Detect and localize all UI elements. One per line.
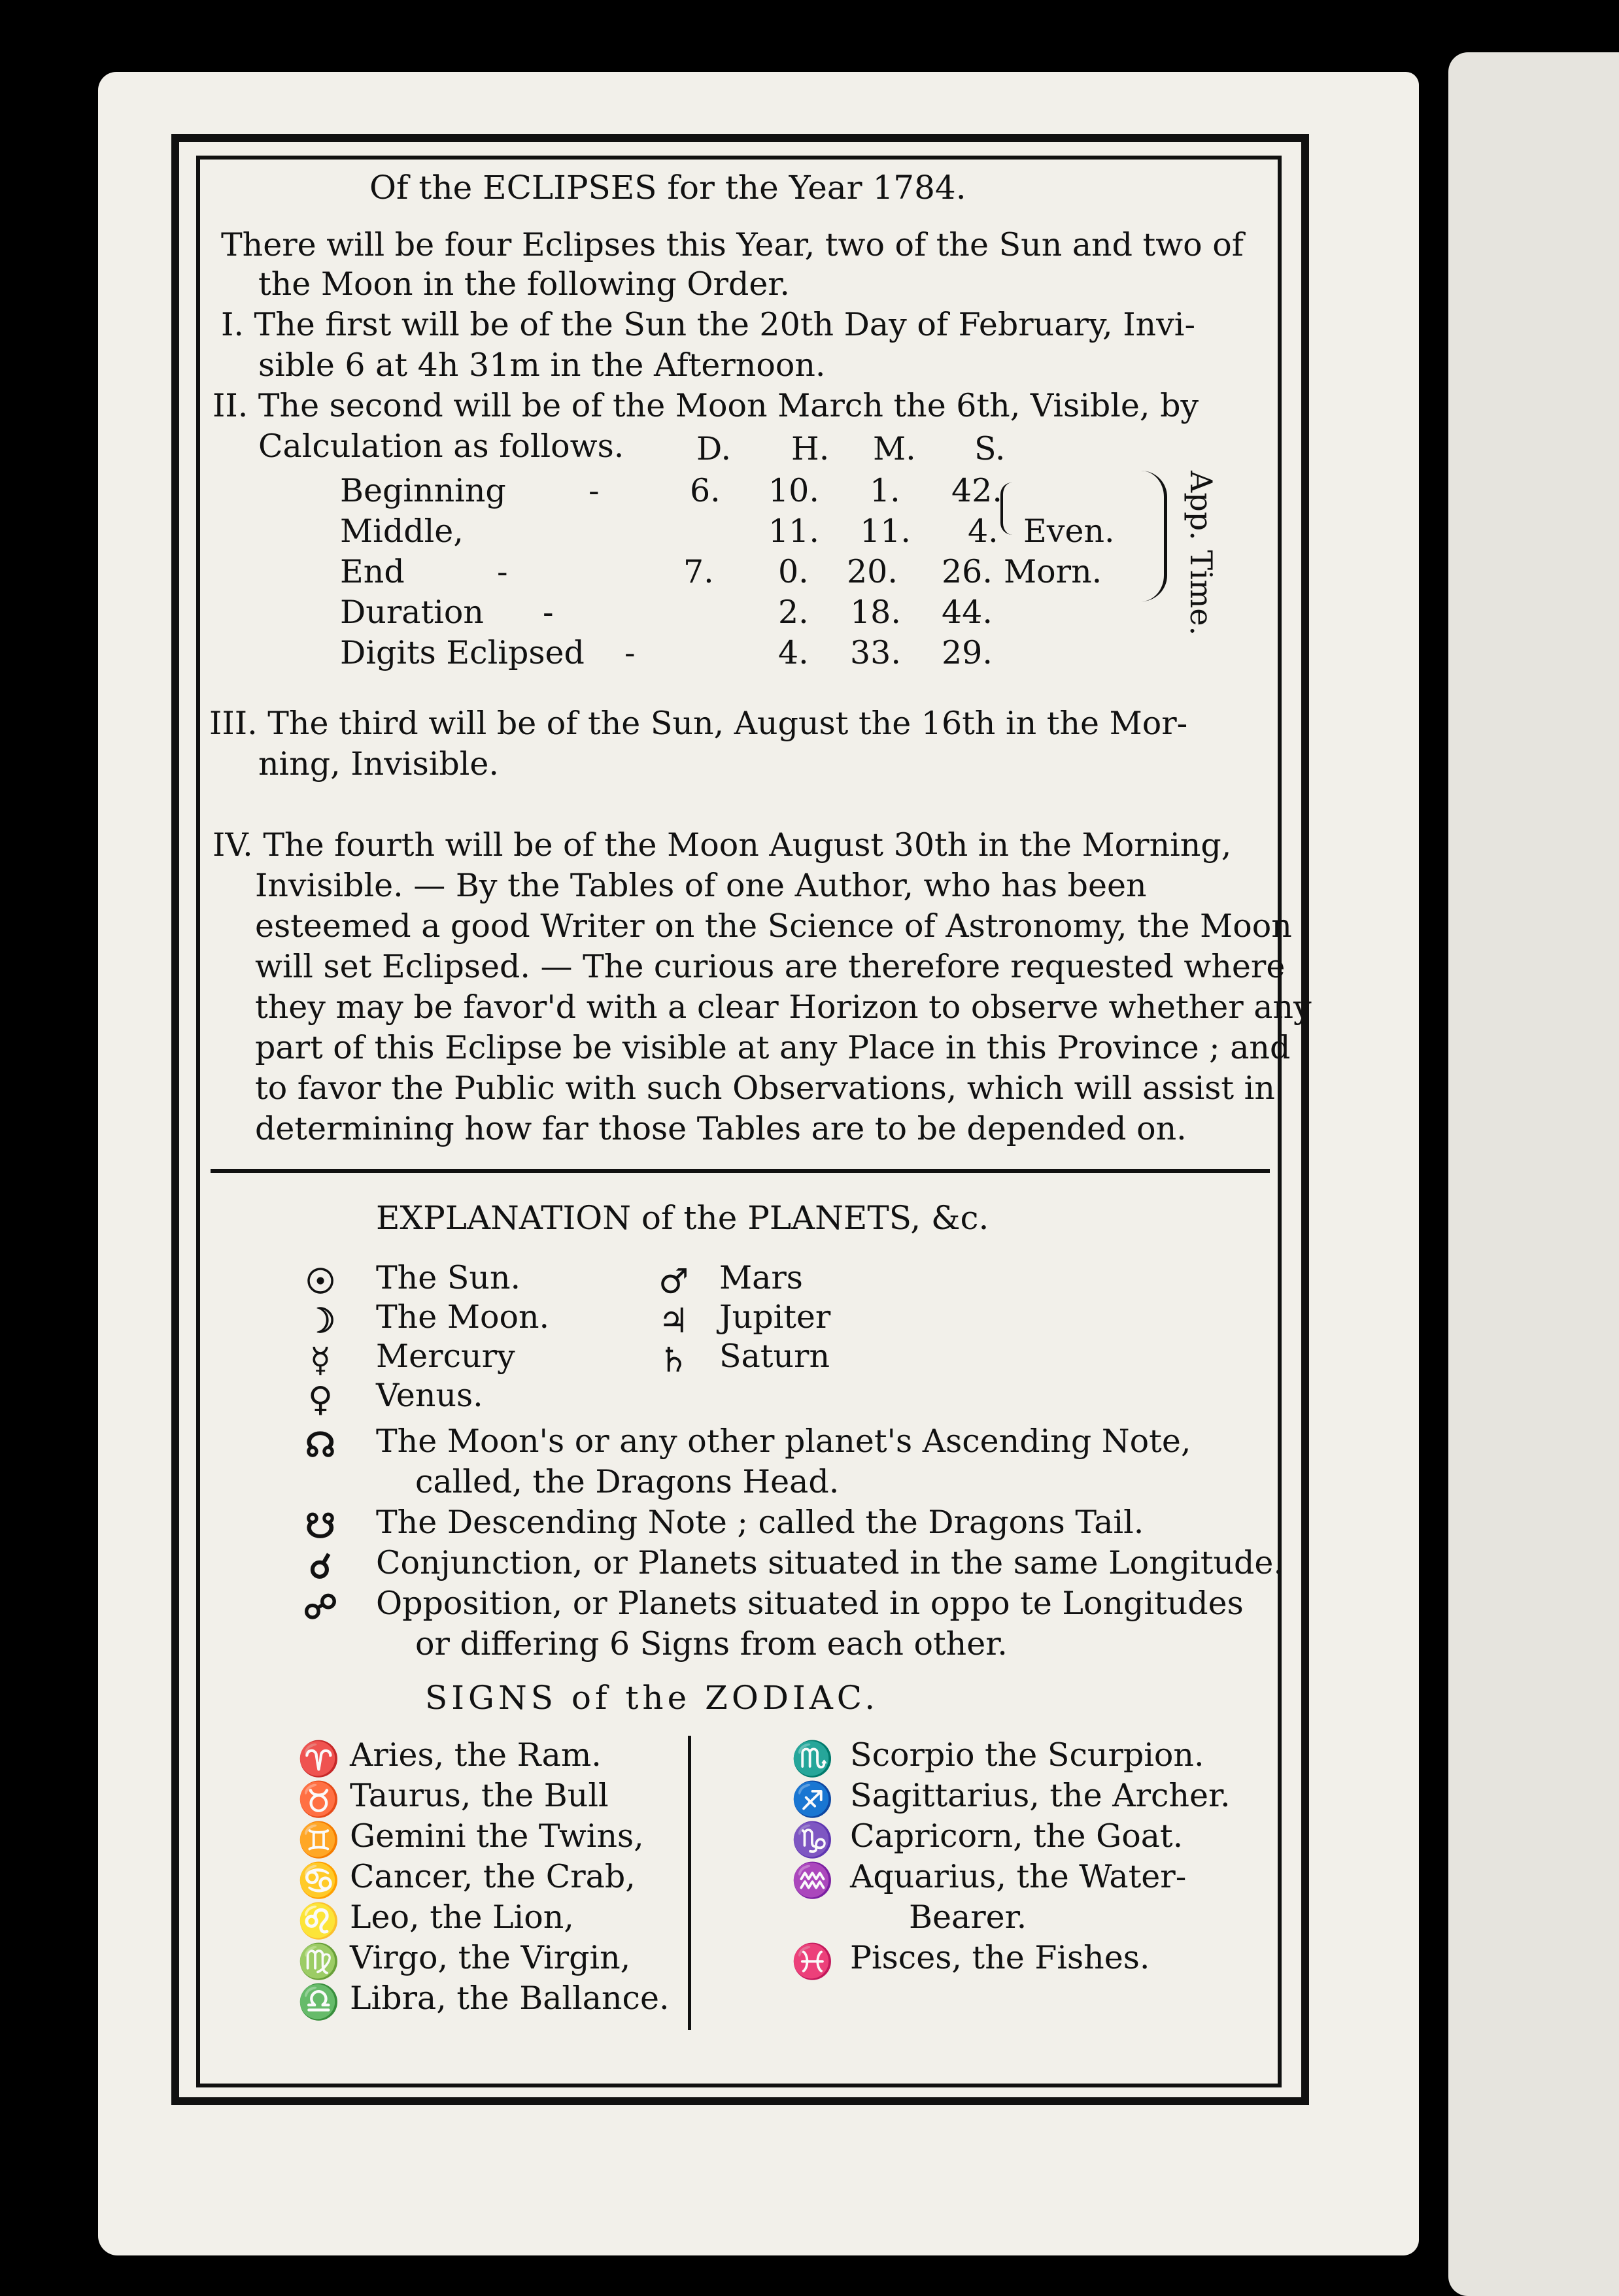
venus-symbol-icon: ♀ xyxy=(307,1379,333,1419)
cancer-icon: ♋ xyxy=(298,1861,340,1900)
sign-name: Capricorn, the Goat. xyxy=(850,1817,1184,1855)
row-s: 26. xyxy=(942,553,993,590)
jupiter-symbol-icon: ♃ xyxy=(658,1301,689,1341)
row-label: Middle, xyxy=(340,513,464,550)
row-h: 10. xyxy=(768,472,819,509)
sign-name: Libra, the Ballance. xyxy=(350,1980,670,2017)
facing-page-edge xyxy=(1448,52,1619,2296)
gemini-icon: ♊ xyxy=(298,1820,340,1860)
sign-name: Aquarius, the Water- xyxy=(850,1858,1187,1895)
row-extra: 44. xyxy=(942,594,993,631)
pisces-icon: ♓ xyxy=(791,1942,834,1982)
row-s: 33. xyxy=(850,634,901,671)
row-m: 11. xyxy=(860,513,911,550)
row-d: 6. xyxy=(690,472,721,509)
row-d: 7. xyxy=(683,553,714,590)
virgo-icon: ♍ xyxy=(298,1942,340,1982)
eclipses-intro-line-1: There will be four Eclipses this Year, two of the Sun and two of xyxy=(221,226,1244,263)
eclipse-item-4-line-2: Invisible. — By the Tables of one Author, who has been xyxy=(255,867,1147,904)
descending-node-icon: ☋ xyxy=(305,1506,336,1546)
note-line: The Moon's or any other planet's Ascending Note, xyxy=(376,1423,1191,1460)
mars-symbol-icon: ♂ xyxy=(658,1262,689,1302)
sign-name: Taurus, the Bull xyxy=(350,1777,609,1814)
note-line: Conjunction, or Planets situated in the same Longitude. xyxy=(376,1544,1284,1581)
eclipse-item-4-line-1: IV. The fourth will be of the Moon August 30th in the Morning, xyxy=(213,826,1232,864)
eclipse-item-4-line-4: will set Eclipsed. — The curious are therefore requested where xyxy=(255,948,1286,985)
zodiac-column-divider xyxy=(688,1736,691,2030)
note-line: Opposition, or Planets situated in oppo te Longitudes xyxy=(376,1585,1244,1622)
row-dash: - xyxy=(624,634,636,671)
planet-name: Mercury xyxy=(376,1338,515,1375)
saturn-symbol-icon: ♄ xyxy=(658,1340,689,1380)
mercury-symbol-icon: ☿ xyxy=(310,1340,331,1380)
planet-name: The Sun. xyxy=(376,1259,521,1296)
eclipse-item-1-line-1: I. The first will be of the Sun the 20th Day of February, Invi- xyxy=(221,306,1196,343)
scorpio-icon: ♏ xyxy=(791,1739,834,1779)
sign-name: Gemini the Twins, xyxy=(350,1817,644,1855)
eclipse-item-3-line-1: III. The third will be of the Sun, August the 16th in the Mor- xyxy=(209,705,1188,742)
col-header-m: M. xyxy=(873,430,916,467)
eclipse-item-4-line-3: esteemed a good Writer on the Science of Astronomy, the Moon xyxy=(255,907,1292,945)
planet-name: Mars xyxy=(719,1259,803,1296)
row-label: End xyxy=(340,553,405,590)
row-label: Digits Eclipsed xyxy=(340,634,585,671)
even-brace xyxy=(1000,482,1012,535)
sign-name: Scorpio the Scurpion. xyxy=(850,1736,1204,1774)
planet-name: The Moon. xyxy=(376,1298,550,1336)
sun-symbol-icon: ☉ xyxy=(305,1262,336,1302)
row-h: 11. xyxy=(768,513,819,550)
conjunction-icon: ☌ xyxy=(309,1547,332,1587)
row-dash: - xyxy=(497,553,508,590)
col-header-h: H. xyxy=(791,430,830,467)
col-header-d: D. xyxy=(696,430,732,467)
eclipse-item-4-line-8: determining how far those Tables are to be depended on. xyxy=(255,1110,1187,1147)
sign-name: Leo, the Lion, xyxy=(350,1899,574,1936)
row-m: 4. xyxy=(778,634,809,671)
col-header-s: S. xyxy=(974,430,1006,467)
row-s: 4. xyxy=(968,513,998,550)
eclipses-intro-line-2: the Moon in the following Order. xyxy=(258,265,790,303)
row-m: 1. xyxy=(870,472,900,509)
sign-name: Aries, the Ram. xyxy=(350,1736,602,1774)
note-line: called, the Dragons Head. xyxy=(415,1463,840,1500)
sign-name: Virgo, the Virgin, xyxy=(350,1939,631,1976)
app-time-bracket xyxy=(1138,471,1167,601)
row-label: Duration xyxy=(340,594,484,631)
sagittarius-icon: ♐ xyxy=(791,1780,834,1819)
note-line: The Descending Note ; called the Dragons Tail. xyxy=(376,1504,1144,1541)
sign-name: Sagittarius, the Archer. xyxy=(850,1777,1231,1814)
row-note: Even. xyxy=(1023,513,1115,550)
section-divider xyxy=(211,1169,1270,1173)
row-h: 0. xyxy=(778,553,809,590)
eclipses-title: Of the ECLIPSES for the Year 1784. xyxy=(369,169,966,207)
sign-name: Cancer, the Crab, xyxy=(350,1858,636,1895)
row-dash: - xyxy=(543,594,554,631)
eclipse-item-2-line-1: II. The second will be of the Moon March the 6th, Visible, by xyxy=(213,387,1199,424)
eclipse-item-4-line-6: part of this Eclipse be visible at any Place in this Province ; and xyxy=(255,1029,1291,1066)
row-m: 20. xyxy=(847,553,898,590)
row-dash: - xyxy=(588,472,600,509)
zodiac-title: SIGNS of the ZODIAC. xyxy=(425,1679,879,1717)
row-s: 42. xyxy=(951,472,1002,509)
planets-title: EXPLANATION of the PLANETS, &c. xyxy=(376,1199,989,1237)
aries-icon: ♈ xyxy=(298,1739,340,1779)
eclipse-item-2-line-2: Calculation as follows. xyxy=(258,428,624,465)
eclipse-item-1-line-2: sible 6 at 4h 31m in the Afternoon. xyxy=(258,346,826,384)
eclipse-item-3-line-2: ning, Invisible. xyxy=(258,745,500,783)
planet-name: Jupiter xyxy=(719,1298,831,1336)
planet-name: Venus. xyxy=(376,1377,483,1414)
taurus-icon: ♉ xyxy=(298,1780,340,1819)
opposition-icon: ☍ xyxy=(303,1587,338,1627)
ascending-node-icon: ☊ xyxy=(305,1425,336,1465)
eclipse-item-4-line-7: to favor the Public with such Observations, which will assist in xyxy=(255,1070,1275,1107)
row-extra: 29. xyxy=(942,634,993,671)
row-s: 18. xyxy=(850,594,901,631)
row-label: Beginning xyxy=(340,472,506,509)
row-note: Morn. xyxy=(1004,553,1102,590)
eclipse-item-4-line-5: they may be favor'd with a clear Horizon to observe whether any xyxy=(255,988,1312,1026)
aquarius-icon: ♒ xyxy=(791,1861,834,1900)
sign-name: Pisces, the Fishes. xyxy=(850,1939,1150,1976)
libra-icon: ♎ xyxy=(298,1982,340,2022)
app-time-label: App. Time. xyxy=(1184,471,1219,636)
capricorn-icon: ♑ xyxy=(791,1820,834,1860)
row-m: 2. xyxy=(778,594,809,631)
moon-symbol-icon: ☽ xyxy=(305,1301,336,1341)
note-line: or differing 6 Signs from each other. xyxy=(415,1625,1008,1663)
planet-name: Saturn xyxy=(719,1338,830,1375)
sign-name: Bearer. xyxy=(909,1899,1027,1936)
leo-icon: ♌ xyxy=(298,1901,340,1941)
